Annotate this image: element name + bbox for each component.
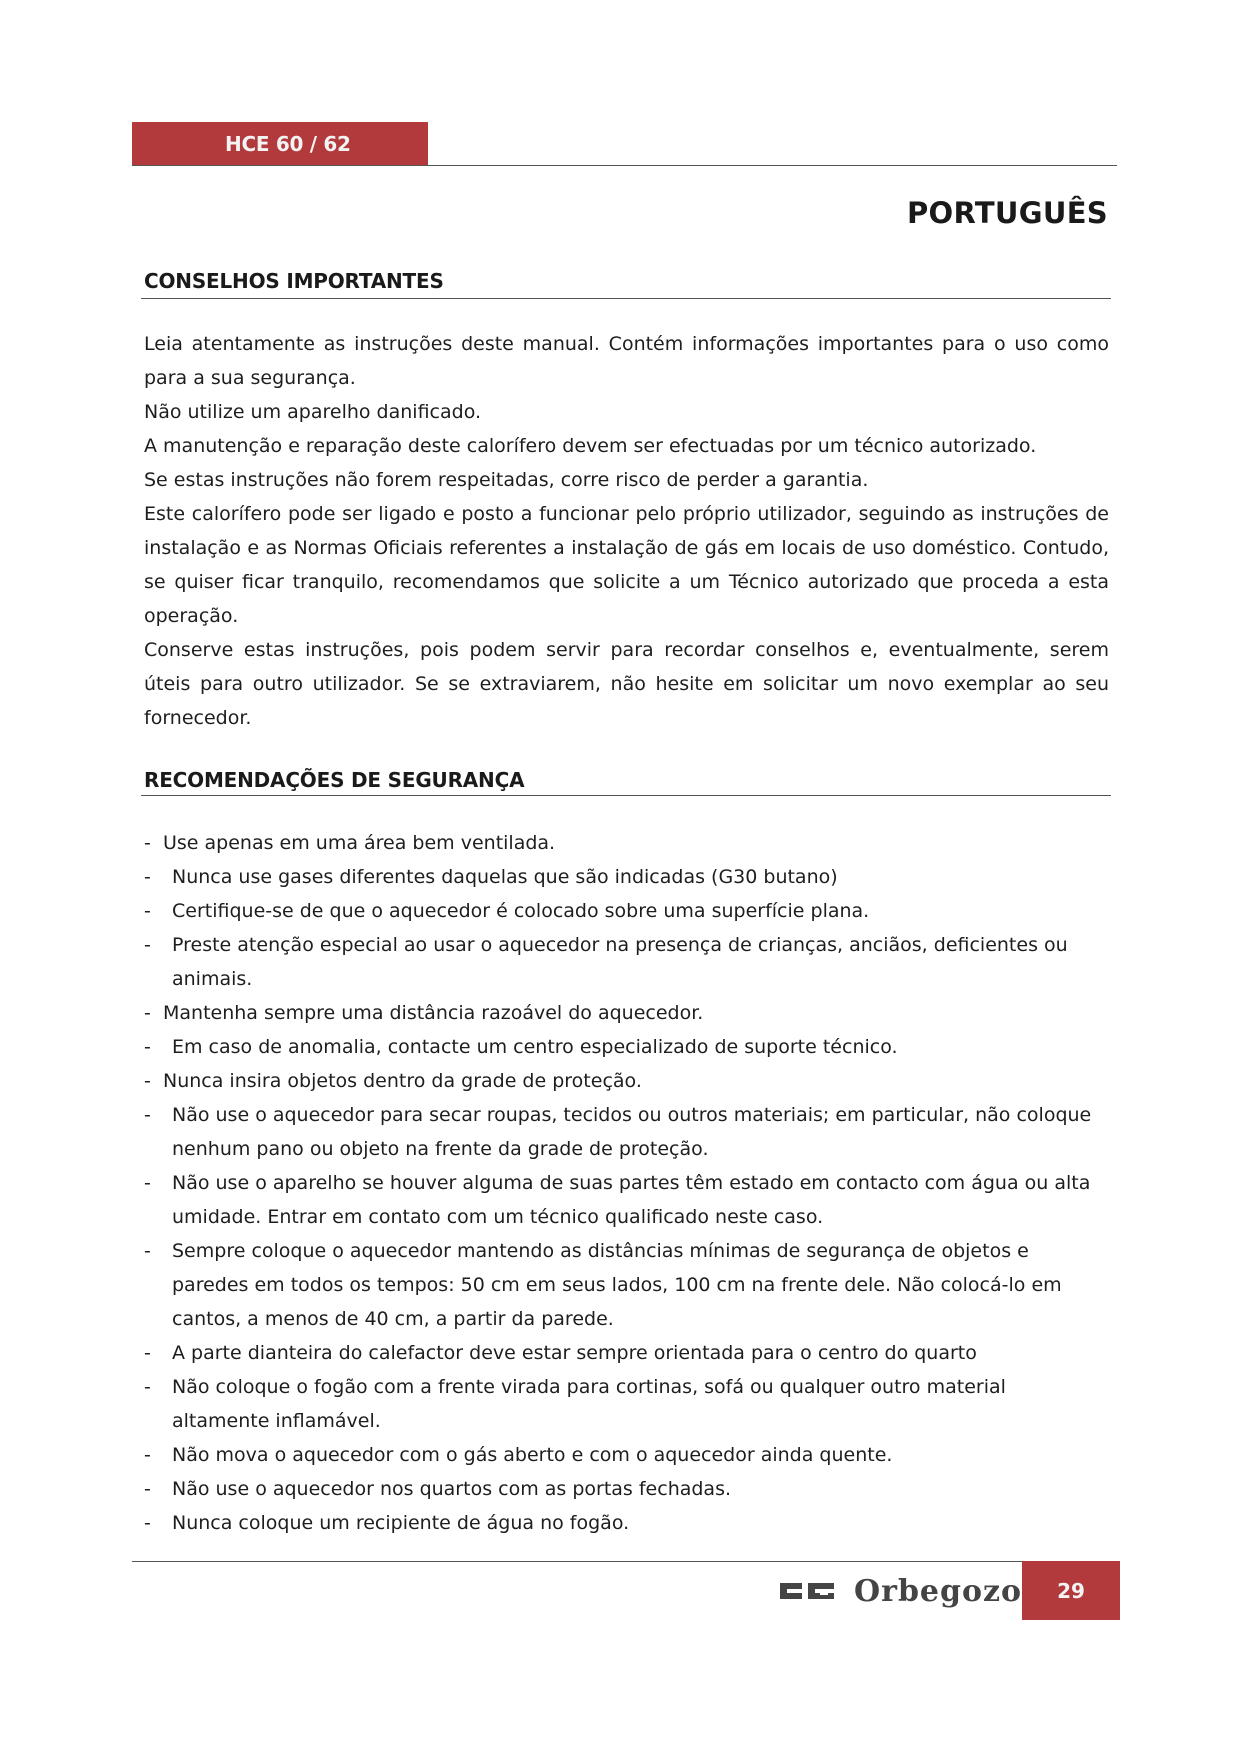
list-item-text: Não mova o aquecedor com o gás aberto e com o aquecedor ainda quente. <box>172 1444 893 1466</box>
page-number: 29 <box>1057 1579 1085 1603</box>
list-item <box>144 826 1109 860</box>
list-item <box>144 894 1109 928</box>
brand-mark-icon <box>778 1577 836 1605</box>
list-item <box>144 1098 1109 1166</box>
bullet-dash: - <box>144 1070 151 1092</box>
list-item-text: Preste atenção especial ao usar o aquecedor na presença de crianças, anciãos, deficientes ou animais. <box>172 934 1068 990</box>
list-item-text: Não use o aquecedor para secar roupas, tecidos ou outros materiais; em particular, não coloque nenhum pano ou objeto na frente da grade de proteção. <box>172 1104 1092 1160</box>
bullet-dash: - <box>144 866 151 888</box>
paragraph: Se estas instruções não forem respeitadas, corre risco de perder a garantia. <box>144 469 869 491</box>
paragraph: Leia atentamente as instruções deste manual. Contém informações importantes para o uso como para a sua segurança. <box>144 333 1109 389</box>
list-item-text: Em caso de anomalia, contacte um centro especializado de suporte técnico. <box>172 1036 898 1058</box>
bullet-dash: - <box>144 1002 151 1024</box>
language-title: PORTUGUÊS <box>906 196 1108 230</box>
list-item-text: Sempre coloque o aquecedor mantendo as distâncias mínimas de segurança de objetos e paredes em todos os tempos: 50 cm em seus lados, 100 cm na frente dele. Não colocá-lo em cantos, a menos de 40 cm, a partir da parede. <box>172 1240 1062 1330</box>
model-header-tab <box>132 122 428 165</box>
bullet-dash: - <box>144 1478 151 1500</box>
header-rule <box>132 165 1117 166</box>
list-item <box>144 1336 1109 1370</box>
list-item <box>144 1472 1109 1506</box>
paragraph: Conserve estas instruções, pois podem servir para recordar conselhos e, eventualmente, serem úteis para outro utilizador. Se se extraviarem, não hesite em solicitar um novo exemplar ao seu fornecedor. <box>144 639 1109 729</box>
section-title-safety: RECOMENDAÇÕES DE SEGURANÇA <box>144 768 525 792</box>
list-item-text: Certifique-se de que o aquecedor é colocado sobre uma superfície plana. <box>172 900 870 922</box>
section-rule-safety <box>141 795 1111 796</box>
paragraph: A manutenção e reparação deste calorífero devem ser efectuadas por um técnico autorizado. <box>144 435 1037 457</box>
model-label: HCE 60 / 62 <box>225 132 351 156</box>
list-item-text: Nunca use gases diferentes daquelas que são indicadas (G30 butano) <box>172 866 838 888</box>
bullet-dash: - <box>144 1240 151 1262</box>
list-item <box>144 928 1109 996</box>
brand-wordmark: Orbegozo <box>854 1573 1023 1609</box>
list-item <box>144 1506 1109 1540</box>
footer-rule <box>132 1561 1022 1562</box>
list-item-text: Nunca coloque um recipiente de água no fogão. <box>172 1512 630 1534</box>
bullet-dash: - <box>144 900 151 922</box>
list-item <box>144 996 1109 1030</box>
brand-logo <box>778 1571 1022 1611</box>
bullet-dash: - <box>144 832 151 854</box>
list-item-text: Não use o aquecedor nos quartos com as portas fechadas. <box>172 1478 732 1500</box>
bullet-dash: - <box>144 1036 151 1058</box>
list-item-text: Não use o aparelho se houver alguma de suas partes têm estado em contacto com água ou alta umidade. Entrar em contato com um técnico qualificado neste caso. <box>172 1172 1091 1228</box>
bullet-dash: - <box>144 1172 151 1194</box>
bullet-dash: - <box>144 1512 151 1534</box>
bullet-dash: - <box>144 934 151 956</box>
list-item-text: Mantenha sempre uma distância razoável do aquecedor. <box>163 1002 704 1024</box>
paragraph: Não utilize um aparelho danificado. <box>144 401 482 423</box>
list-item <box>144 1370 1109 1438</box>
list-item-text: Não coloque o fogão com a frente virada para cortinas, sofá ou qualquer outro material altamente inflamável. <box>172 1376 1006 1432</box>
section-rule-important <box>141 298 1111 299</box>
section-title-important: CONSELHOS IMPORTANTES <box>144 269 444 293</box>
list-item <box>144 1064 1109 1098</box>
list-item-text: A parte dianteira do calefactor deve estar sempre orientada para o centro do quarto <box>172 1342 977 1364</box>
list-item <box>144 1030 1109 1064</box>
bullet-dash: - <box>144 1444 151 1466</box>
page-number-box <box>1022 1561 1120 1620</box>
list-item <box>144 1166 1109 1234</box>
paragraph: Este calorífero pode ser ligado e posto a funcionar pelo próprio utilizador, seguindo as instruções de instalação e as Normas Oficiais referentes a instalação de gás em locais de uso doméstico. Contudo, se quiser ficar tranquilo, recomendamos que solicite a um Técnico autorizado que proceda a esta operação. <box>144 503 1109 627</box>
important-advice-text <box>144 327 1109 735</box>
bullet-dash: - <box>144 1376 151 1398</box>
bullet-dash: - <box>144 1104 151 1126</box>
list-item <box>144 860 1109 894</box>
bullet-dash: - <box>144 1342 151 1364</box>
list-item <box>144 1438 1109 1472</box>
list-item-text: Use apenas em uma área bem ventilada. <box>163 832 556 854</box>
safety-list <box>144 826 1109 1540</box>
list-item-text: Nunca insira objetos dentro da grade de proteção. <box>163 1070 642 1092</box>
list-item <box>144 1234 1109 1336</box>
